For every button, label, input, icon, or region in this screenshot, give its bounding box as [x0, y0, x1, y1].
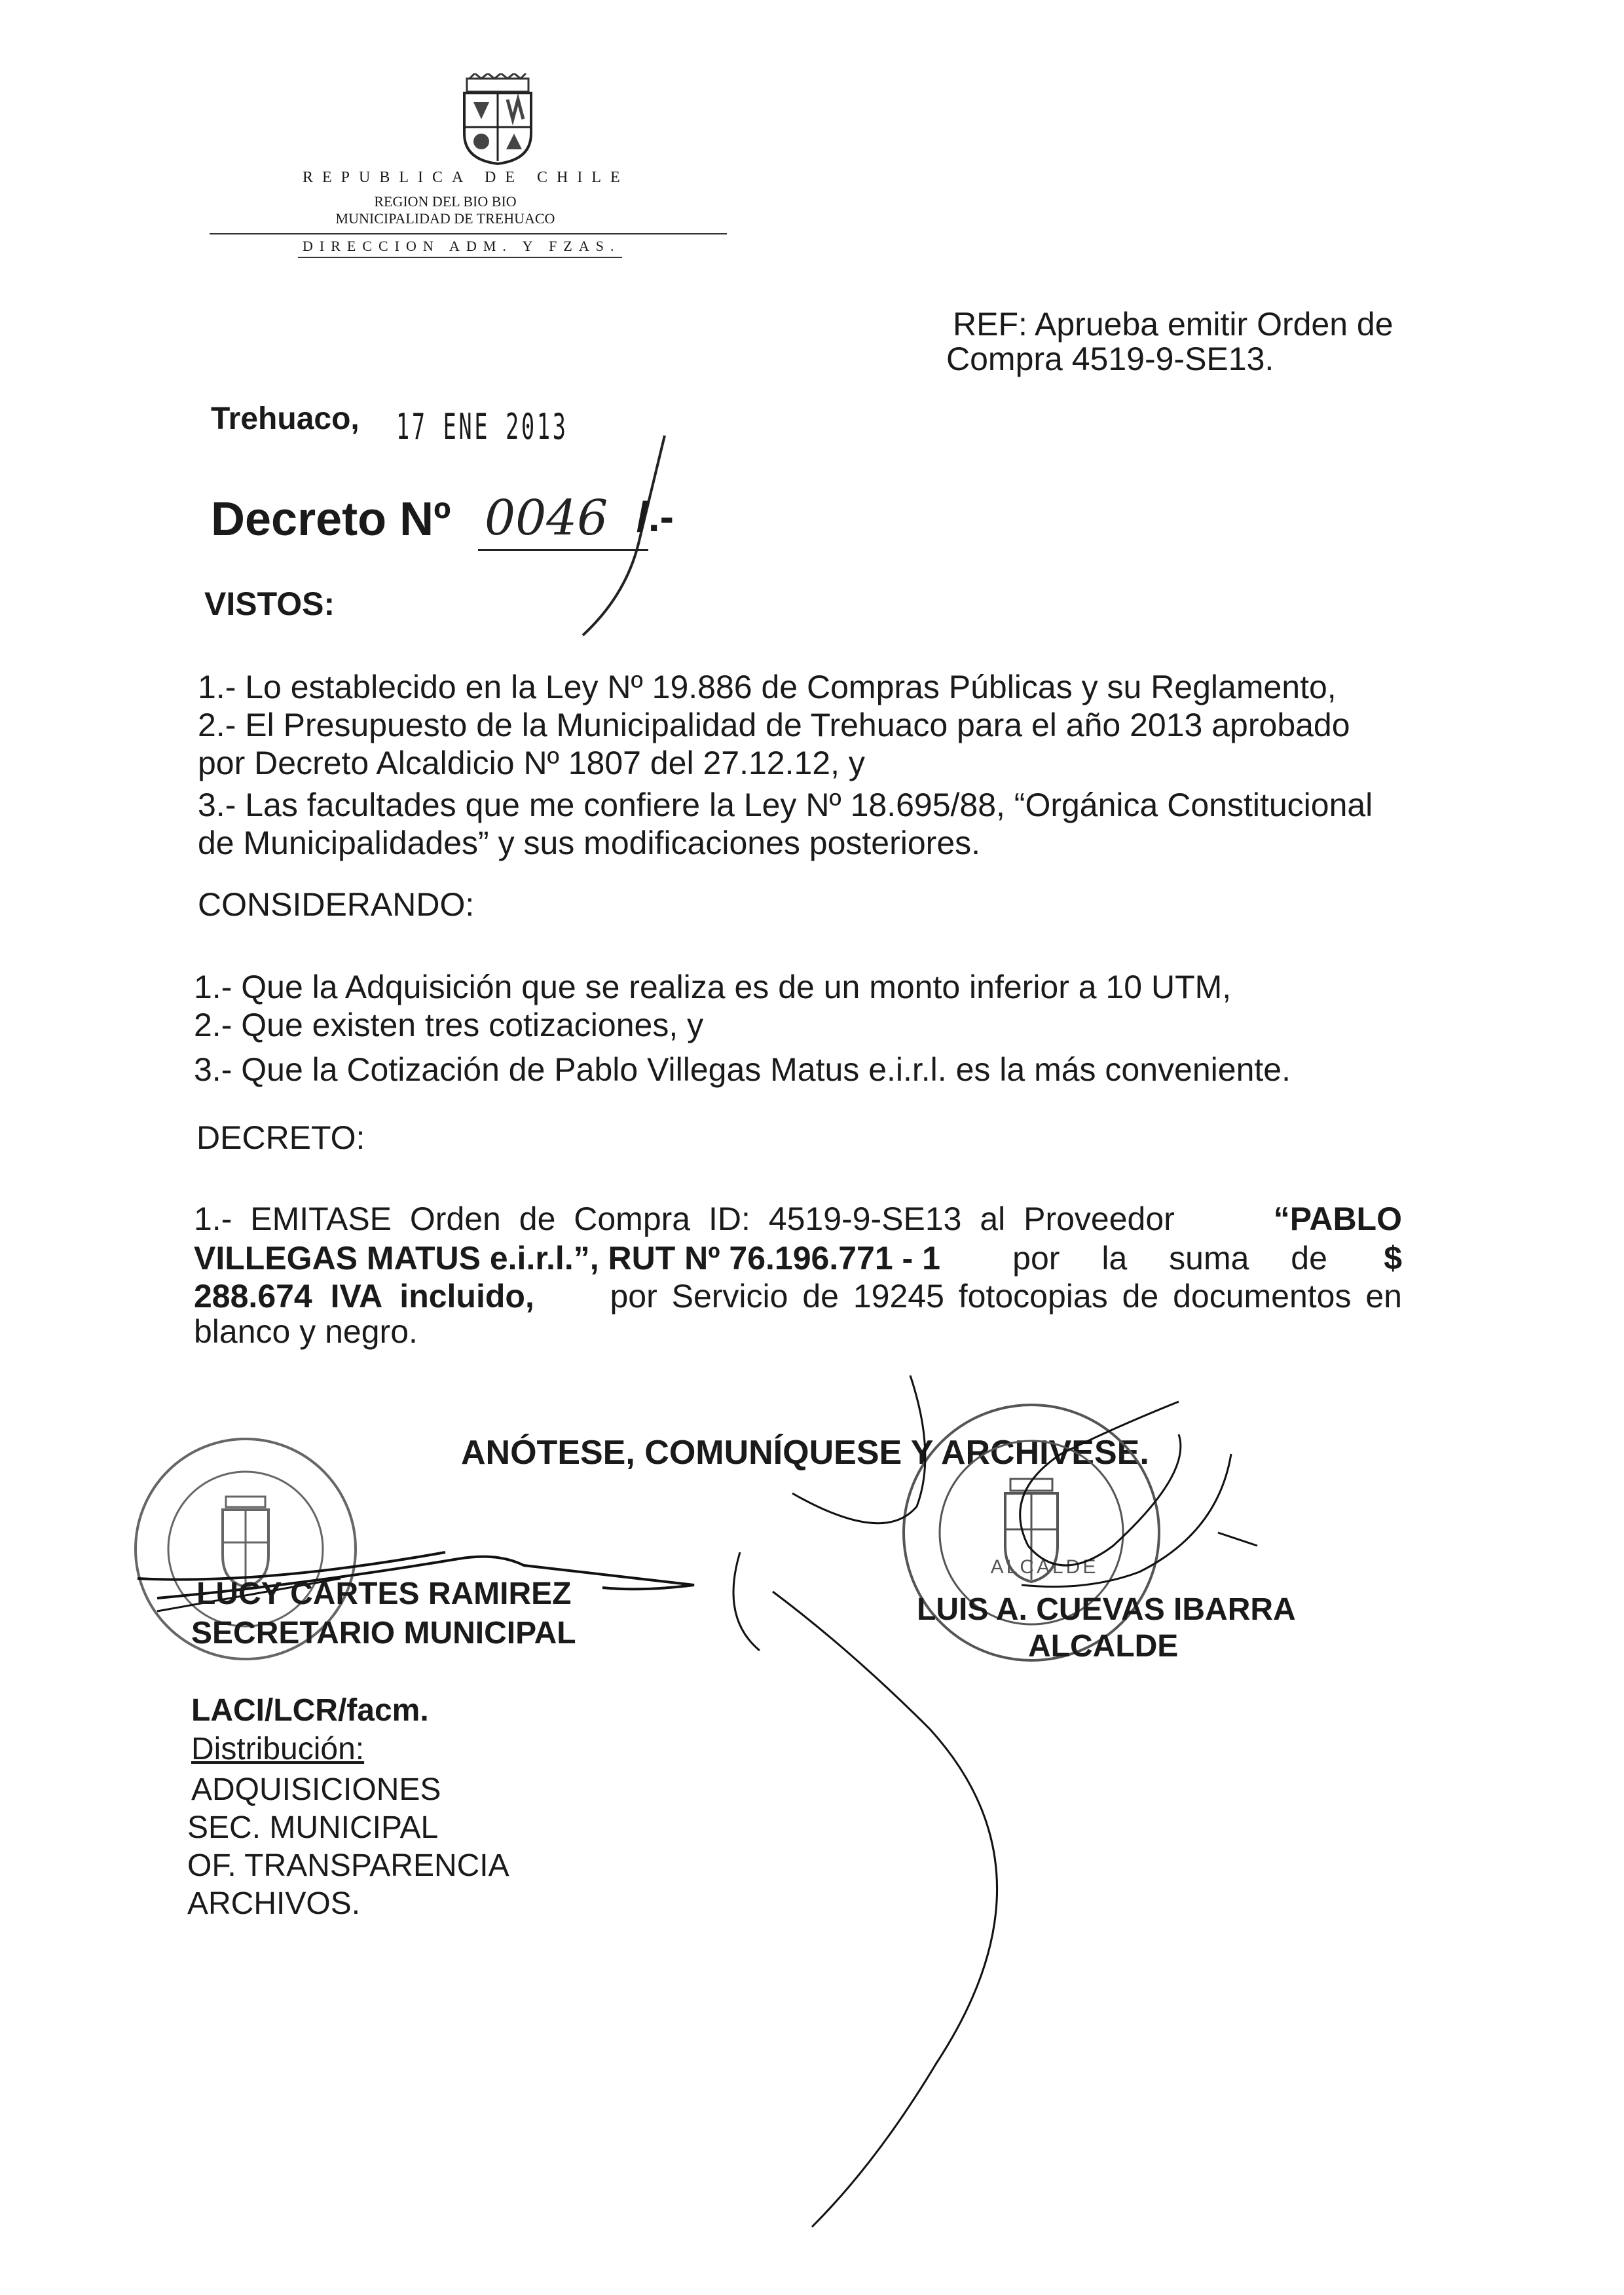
- decreto-line-4: blanco y negro.: [194, 1313, 418, 1350]
- decree-number-handwritten: 0046: [485, 490, 608, 546]
- decreto-line-2: [194, 1239, 1402, 1277]
- date-stamp: 17 ENE 2013: [396, 406, 568, 447]
- decreto-line-1-provider: “PABLO: [1273, 1201, 1402, 1237]
- distribution-item: ARCHIVOS.: [187, 1886, 361, 1921]
- vistos-line: 2.- El Presupuesto de la Municipalidad de Trehuaco para el año 2013 aprobado: [198, 707, 1350, 743]
- decreto-line-1: [194, 1200, 1402, 1238]
- vistos-line: de Municipalidades” y sus modificaciones posteriores.: [198, 825, 981, 861]
- vistos-heading: VISTOS:: [204, 586, 335, 622]
- distribution-label: Distribución:: [191, 1732, 365, 1766]
- right-signer-name: LUIS A. CUEVAS IBARRA: [917, 1592, 1296, 1627]
- decreto-heading: DECRETO:: [196, 1119, 365, 1156]
- left-signer-name: LUCY CARTES RAMIREZ: [196, 1577, 572, 1611]
- left-signer-title: SECRETARIO MUNICIPAL: [191, 1616, 576, 1651]
- decreto-provider-rut: VILLEGAS MATUS e.i.r.l.”, RUT Nº 76.196.771 - 1: [194, 1240, 940, 1277]
- closing-formula: ANÓTESE, COMUNÍQUESE Y ARCHIVESE.: [461, 1434, 1149, 1472]
- letterhead-country: REPUBLICA DE CHILE: [303, 169, 629, 186]
- decreto-line-3-text: por Servicio de 19245 fotocopias de documentos en: [610, 1278, 1402, 1315]
- considerando-line: 2.- Que existen tres cotizaciones, y: [194, 1007, 704, 1043]
- right-signer-title: ALCALDE: [1028, 1629, 1179, 1664]
- letterhead-rule: [210, 233, 727, 234]
- vistos-line: por Decreto Alcaldicio Nº 1807 del 27.12.12, y: [198, 745, 865, 781]
- distribution-item: ADQUISICIONES: [191, 1772, 441, 1807]
- reference-line-1: REF: Aprueba emitir Orden de: [953, 306, 1393, 343]
- decreto-currency: $: [1384, 1240, 1402, 1277]
- place: Trehuaco,: [211, 401, 360, 436]
- signature-right: [720, 1375, 1310, 2292]
- letterhead-region: REGION DEL BIO BIO: [374, 193, 517, 210]
- initials: LACI/LCR/facm.: [191, 1693, 429, 1728]
- decreto-line-2-text: por la suma de: [1012, 1240, 1327, 1277]
- decreto-line-3: [194, 1277, 1402, 1315]
- distribution-item: SEC. MUNICIPAL: [187, 1810, 439, 1845]
- decreto-line-1-text: 1.- EMITASE Orden de Compra ID: 4519-9-SE13 al Proveedor: [194, 1201, 1175, 1237]
- vistos-line: 3.- Las facultades que me confiere la Ley Nº 18.695/88, “Orgánica Constitucional: [198, 787, 1373, 823]
- considerando-line: 1.- Que la Adquisición que se realiza es de un monto inferior a 10 UTM,: [194, 969, 1232, 1005]
- reference-line-2: Compra 4519-9-SE13.: [946, 341, 1274, 377]
- letterhead-department: DIRECCION ADM. Y FZAS.: [303, 238, 621, 254]
- decree-label: Decreto Nº: [211, 493, 451, 546]
- decreto-amount: 288.674 IVA incluido,: [194, 1278, 534, 1315]
- vistos-line: 1.- Lo establecido en la Ley Nº 19.886 de Compras Públicas y su Reglamento,: [198, 669, 1337, 705]
- letterhead-municipality: MUNICIPALIDAD DE TREHUACO: [335, 210, 555, 227]
- letterhead-rule-bottom: [298, 257, 622, 258]
- considerando-heading: CONSIDERANDO:: [198, 886, 475, 923]
- mayor-stamp-inner: ALCALDE: [990, 1556, 1099, 1578]
- decree-suffix: /.-: [637, 493, 674, 540]
- coat-of-arms-icon: [455, 73, 540, 165]
- distribution-item: OF. TRANSPARENCIA: [187, 1848, 509, 1883]
- considerando-line: 3.- Que la Cotización de Pablo Villegas Matus e.i.r.l. es la más conveniente.: [194, 1051, 1291, 1088]
